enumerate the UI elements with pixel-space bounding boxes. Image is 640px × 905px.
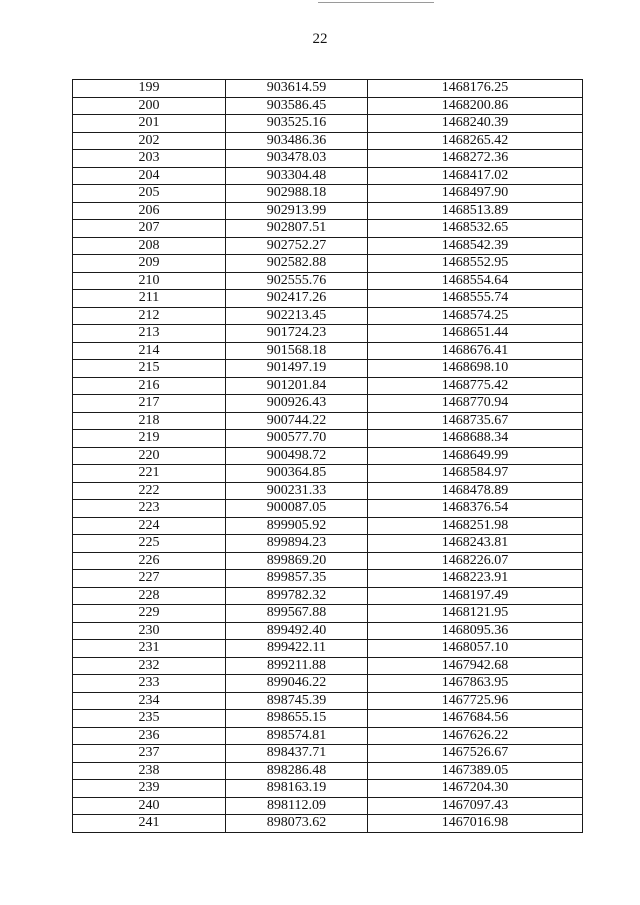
table-row <box>73 465 583 483</box>
table-row <box>73 447 583 465</box>
table-row <box>73 797 583 815</box>
y-coordinate-cell: 1468417.02 <box>368 167 583 185</box>
y-coordinate-cell: 1467684.56 <box>368 710 583 728</box>
table-row <box>73 500 583 518</box>
y-coordinate-cell: 1468057.10 <box>368 640 583 658</box>
x-coordinate-cell: 899905.92 <box>226 517 368 535</box>
table-row <box>73 482 583 500</box>
table-row <box>73 185 583 203</box>
x-coordinate-cell: 900498.72 <box>226 447 368 465</box>
point-number-cell: 238 <box>73 762 226 780</box>
x-coordinate-cell: 903614.59 <box>226 80 368 98</box>
table-row <box>73 762 583 780</box>
table-row <box>73 780 583 798</box>
x-coordinate-cell: 900744.22 <box>226 412 368 430</box>
table-row <box>73 657 583 675</box>
y-coordinate-cell: 1467389.05 <box>368 762 583 780</box>
y-coordinate-cell: 1468649.99 <box>368 447 583 465</box>
table-row <box>73 745 583 763</box>
y-coordinate-cell: 1468251.98 <box>368 517 583 535</box>
point-number-cell: 228 <box>73 587 226 605</box>
table-row <box>73 202 583 220</box>
y-coordinate-cell: 1468532.65 <box>368 220 583 238</box>
point-number-cell: 229 <box>73 605 226 623</box>
table-row <box>73 97 583 115</box>
x-coordinate-cell: 899857.35 <box>226 570 368 588</box>
y-coordinate-cell: 1467863.95 <box>368 675 583 693</box>
point-number-cell: 217 <box>73 395 226 413</box>
x-coordinate-cell: 900577.70 <box>226 430 368 448</box>
y-coordinate-cell: 1468197.49 <box>368 587 583 605</box>
x-coordinate-cell: 902417.26 <box>226 290 368 308</box>
y-coordinate-cell: 1468775.42 <box>368 377 583 395</box>
y-coordinate-cell: 1468513.89 <box>368 202 583 220</box>
y-coordinate-cell: 1468223.91 <box>368 570 583 588</box>
point-number-cell: 224 <box>73 517 226 535</box>
x-coordinate-cell: 902752.27 <box>226 237 368 255</box>
point-number-cell: 216 <box>73 377 226 395</box>
table-row <box>73 220 583 238</box>
top-rule <box>318 2 434 3</box>
table-row <box>73 552 583 570</box>
y-coordinate-cell: 1468698.10 <box>368 360 583 378</box>
point-number-cell: 203 <box>73 150 226 168</box>
point-number-cell: 204 <box>73 167 226 185</box>
table-row <box>73 115 583 133</box>
x-coordinate-cell: 902213.45 <box>226 307 368 325</box>
y-coordinate-cell: 1468770.94 <box>368 395 583 413</box>
x-coordinate-cell: 900926.43 <box>226 395 368 413</box>
table-row <box>73 412 583 430</box>
point-number-cell: 225 <box>73 535 226 553</box>
table-row <box>73 587 583 605</box>
table-row <box>73 325 583 343</box>
table-row <box>73 570 583 588</box>
point-number-cell: 214 <box>73 342 226 360</box>
x-coordinate-cell: 899046.22 <box>226 675 368 693</box>
point-number-cell: 232 <box>73 657 226 675</box>
point-number-cell: 233 <box>73 675 226 693</box>
table-row <box>73 377 583 395</box>
point-number-cell: 222 <box>73 482 226 500</box>
table-row <box>73 692 583 710</box>
y-coordinate-cell: 1468121.95 <box>368 605 583 623</box>
table-row <box>73 710 583 728</box>
table-row <box>73 640 583 658</box>
x-coordinate-cell: 902555.76 <box>226 272 368 290</box>
x-coordinate-cell: 899567.88 <box>226 605 368 623</box>
coordinates-table-body <box>73 80 583 833</box>
x-coordinate-cell: 900231.33 <box>226 482 368 500</box>
y-coordinate-cell: 1468176.25 <box>368 80 583 98</box>
x-coordinate-cell: 901497.19 <box>226 360 368 378</box>
x-coordinate-cell: 898437.71 <box>226 745 368 763</box>
x-coordinate-cell: 902807.51 <box>226 220 368 238</box>
point-number-cell: 205 <box>73 185 226 203</box>
table-row <box>73 622 583 640</box>
point-number-cell: 209 <box>73 255 226 273</box>
y-coordinate-cell: 1467204.30 <box>368 780 583 798</box>
point-number-cell: 201 <box>73 115 226 133</box>
table-row <box>73 395 583 413</box>
y-coordinate-cell: 1468376.54 <box>368 500 583 518</box>
point-number-cell: 200 <box>73 97 226 115</box>
table-row <box>73 255 583 273</box>
y-coordinate-cell: 1467097.43 <box>368 797 583 815</box>
table-row <box>73 535 583 553</box>
x-coordinate-cell: 903478.03 <box>226 150 368 168</box>
y-coordinate-cell: 1467016.98 <box>368 815 583 833</box>
point-number-cell: 218 <box>73 412 226 430</box>
x-coordinate-cell: 901724.23 <box>226 325 368 343</box>
point-number-cell: 237 <box>73 745 226 763</box>
point-number-cell: 206 <box>73 202 226 220</box>
point-number-cell: 240 <box>73 797 226 815</box>
y-coordinate-cell: 1467526.67 <box>368 745 583 763</box>
page-number: 22 <box>312 31 328 47</box>
x-coordinate-cell: 898073.62 <box>226 815 368 833</box>
point-number-cell: 202 <box>73 132 226 150</box>
table-row <box>73 815 583 833</box>
point-number-cell: 223 <box>73 500 226 518</box>
point-number-cell: 226 <box>73 552 226 570</box>
y-coordinate-cell: 1468226.07 <box>368 552 583 570</box>
y-coordinate-cell: 1468676.41 <box>368 342 583 360</box>
y-coordinate-cell: 1468688.34 <box>368 430 583 448</box>
table-row <box>73 132 583 150</box>
x-coordinate-cell: 899894.23 <box>226 535 368 553</box>
point-number-cell: 211 <box>73 290 226 308</box>
x-coordinate-cell: 902988.18 <box>226 185 368 203</box>
y-coordinate-cell: 1468542.39 <box>368 237 583 255</box>
y-coordinate-cell: 1468243.81 <box>368 535 583 553</box>
table-row <box>73 272 583 290</box>
x-coordinate-cell: 898286.48 <box>226 762 368 780</box>
point-number-cell: 239 <box>73 780 226 798</box>
x-coordinate-cell: 898655.15 <box>226 710 368 728</box>
table-row <box>73 430 583 448</box>
point-number-cell: 213 <box>73 325 226 343</box>
point-number-cell: 234 <box>73 692 226 710</box>
x-coordinate-cell: 898745.39 <box>226 692 368 710</box>
table-row <box>73 237 583 255</box>
point-number-cell: 208 <box>73 237 226 255</box>
point-number-cell: 207 <box>73 220 226 238</box>
x-coordinate-cell: 898112.09 <box>226 797 368 815</box>
y-coordinate-cell: 1468555.74 <box>368 290 583 308</box>
y-coordinate-cell: 1468584.97 <box>368 465 583 483</box>
x-coordinate-cell: 899492.40 <box>226 622 368 640</box>
y-coordinate-cell: 1468574.25 <box>368 307 583 325</box>
x-coordinate-cell: 902582.88 <box>226 255 368 273</box>
table-row <box>73 605 583 623</box>
table-row <box>73 675 583 693</box>
y-coordinate-cell: 1468735.67 <box>368 412 583 430</box>
y-coordinate-cell: 1468651.44 <box>368 325 583 343</box>
x-coordinate-cell: 898163.19 <box>226 780 368 798</box>
y-coordinate-cell: 1468240.39 <box>368 115 583 133</box>
point-number-cell: 210 <box>73 272 226 290</box>
point-number-cell: 230 <box>73 622 226 640</box>
y-coordinate-cell: 1468095.36 <box>368 622 583 640</box>
x-coordinate-cell: 899211.88 <box>226 657 368 675</box>
x-coordinate-cell: 900087.05 <box>226 500 368 518</box>
x-coordinate-cell: 903304.48 <box>226 167 368 185</box>
y-coordinate-cell: 1468478.89 <box>368 482 583 500</box>
x-coordinate-cell: 898574.81 <box>226 727 368 745</box>
point-number-cell: 212 <box>73 307 226 325</box>
x-coordinate-cell: 903525.16 <box>226 115 368 133</box>
table-row <box>73 167 583 185</box>
table-row <box>73 290 583 308</box>
y-coordinate-cell: 1468265.42 <box>368 132 583 150</box>
y-coordinate-cell: 1467942.68 <box>368 657 583 675</box>
x-coordinate-cell: 901201.84 <box>226 377 368 395</box>
x-coordinate-cell: 901568.18 <box>226 342 368 360</box>
table-row <box>73 307 583 325</box>
table-row <box>73 360 583 378</box>
point-number-cell: 220 <box>73 447 226 465</box>
y-coordinate-cell: 1467626.22 <box>368 727 583 745</box>
point-number-cell: 235 <box>73 710 226 728</box>
x-coordinate-cell: 903486.36 <box>226 132 368 150</box>
y-coordinate-cell: 1468200.86 <box>368 97 583 115</box>
x-coordinate-cell: 899782.32 <box>226 587 368 605</box>
x-coordinate-cell: 899422.11 <box>226 640 368 658</box>
point-number-cell: 219 <box>73 430 226 448</box>
table-row <box>73 342 583 360</box>
y-coordinate-cell: 1468554.64 <box>368 272 583 290</box>
table-row <box>73 150 583 168</box>
y-coordinate-cell: 1468552.95 <box>368 255 583 273</box>
y-coordinate-cell: 1468497.90 <box>368 185 583 203</box>
point-number-cell: 236 <box>73 727 226 745</box>
y-coordinate-cell: 1467725.96 <box>368 692 583 710</box>
point-number-cell: 227 <box>73 570 226 588</box>
x-coordinate-cell: 903586.45 <box>226 97 368 115</box>
x-coordinate-cell: 900364.85 <box>226 465 368 483</box>
point-number-cell: 241 <box>73 815 226 833</box>
point-number-cell: 231 <box>73 640 226 658</box>
point-number-cell: 215 <box>73 360 226 378</box>
point-number-cell: 221 <box>73 465 226 483</box>
point-number-cell: 199 <box>73 80 226 98</box>
table-row <box>73 727 583 745</box>
table-row <box>73 517 583 535</box>
x-coordinate-cell: 899869.20 <box>226 552 368 570</box>
x-coordinate-cell: 902913.99 <box>226 202 368 220</box>
table-row <box>73 80 583 98</box>
coordinates-table <box>72 79 583 833</box>
y-coordinate-cell: 1468272.36 <box>368 150 583 168</box>
